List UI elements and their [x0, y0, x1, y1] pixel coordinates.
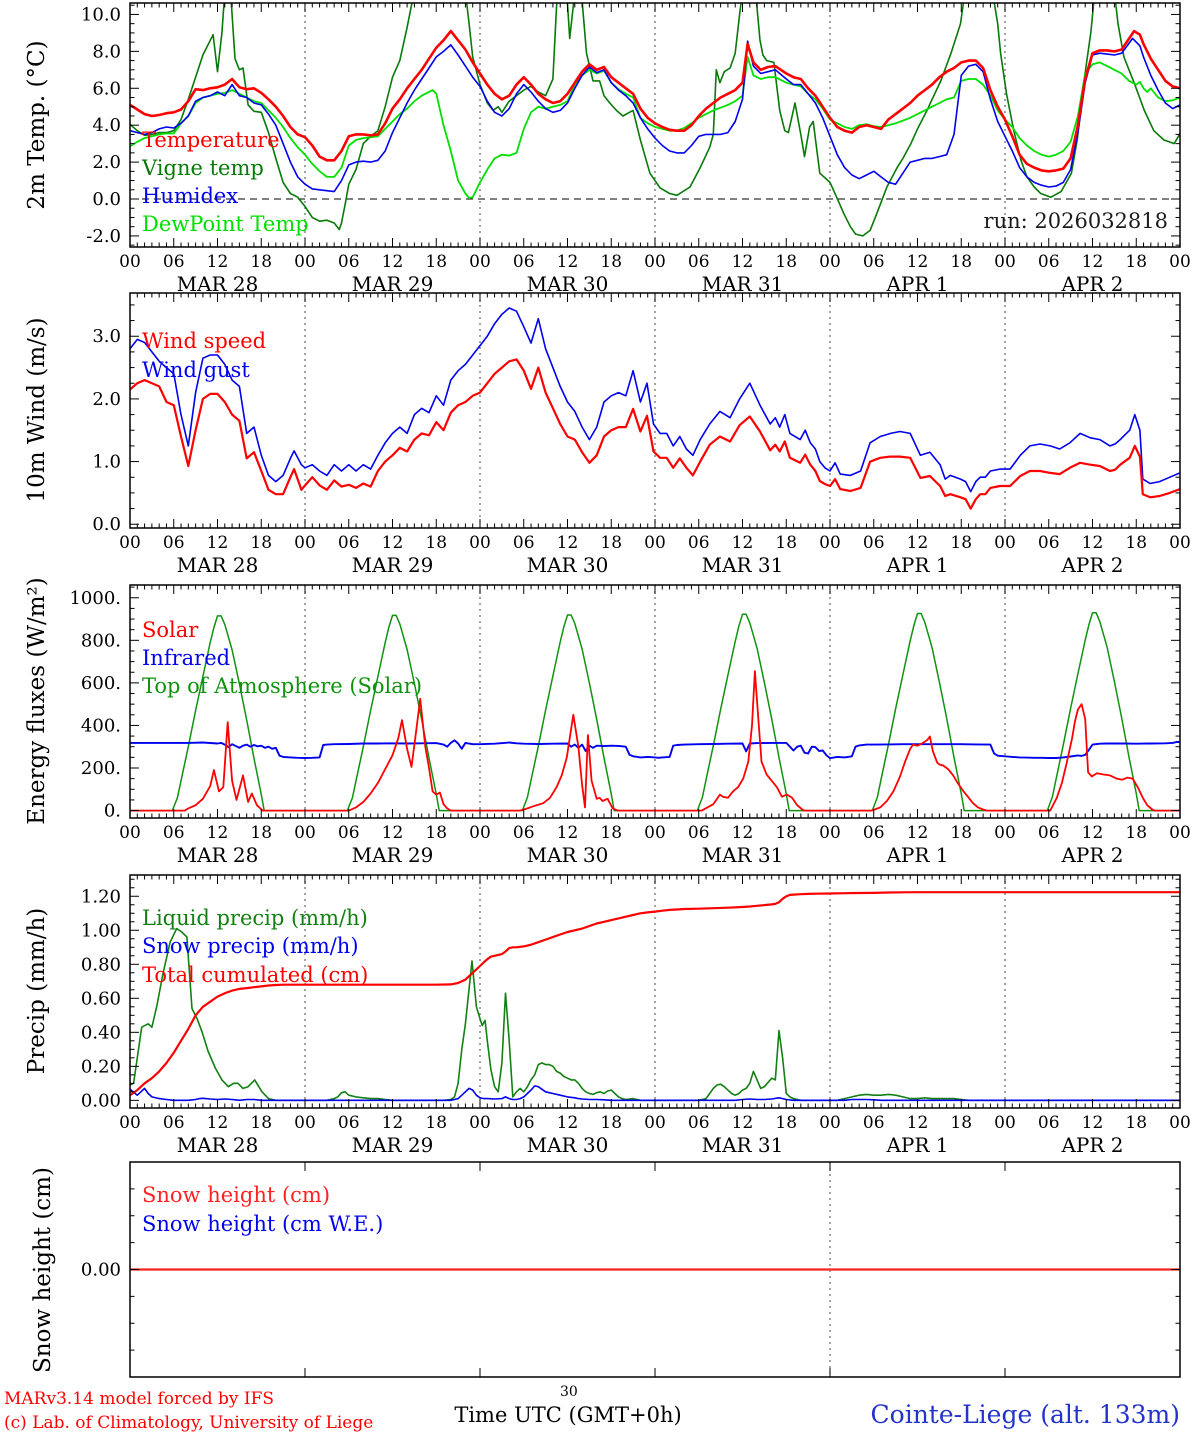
y-tick-label: 3.0	[92, 326, 121, 348]
day-label: MAR 28	[176, 1133, 259, 1157]
x-tick-label: 00	[294, 252, 316, 272]
y-tick-label: 4.0	[92, 115, 121, 137]
day-label: MAR 30	[526, 1133, 609, 1157]
x-tick-label: 18	[600, 533, 623, 553]
x-tick-label: 12	[731, 1113, 754, 1133]
x-tick-label: 06	[512, 1113, 535, 1133]
x-tick-label: 06	[1037, 1113, 1060, 1133]
x-tick-label: 18	[425, 823, 448, 843]
x-tick-label: 12	[731, 533, 754, 553]
y-tick-label: 1000.	[69, 587, 121, 609]
day-label: MAR 31	[701, 843, 784, 867]
legend-dewpoint-temp: DewPoint Temp	[142, 212, 309, 236]
x-tick-label: 12	[1081, 533, 1104, 553]
y-tick-label: 0.80	[80, 954, 121, 976]
x-tick-label: 18	[250, 1113, 273, 1133]
x-tick-label: 18	[1125, 252, 1148, 272]
x-tick-label: 06	[687, 823, 710, 843]
x-tick-label: 12	[1081, 252, 1104, 272]
legend-snow-precip-mm-h-: Snow precip (mm/h)	[142, 934, 359, 958]
y-axis-title-wind: 10m Wind (m/s)	[24, 317, 50, 503]
x-tick-label: 12	[206, 1113, 229, 1133]
day-label: MAR 29	[351, 272, 434, 296]
x-tick-label: 12	[206, 533, 229, 553]
x-tick-label: 00	[469, 823, 491, 843]
x-tick-label: 00	[644, 533, 666, 553]
x-tick-label: 12	[906, 1113, 929, 1133]
run-label: run: 2026032818	[983, 209, 1168, 233]
y-axis-title-energy: Energy fluxes (W/m²)	[24, 577, 50, 825]
x-tick-label: 06	[512, 823, 535, 843]
x-tick-label: 12	[556, 252, 579, 272]
x-tick-label: 00	[1169, 1113, 1191, 1133]
y-tick-label: 0.40	[80, 1022, 121, 1044]
x-tick-label: 06	[862, 252, 885, 272]
x-tick-label: 06	[1037, 533, 1060, 553]
x-tick-label: 18	[600, 1113, 623, 1133]
y-tick-label: 1.20	[80, 886, 121, 908]
x-tick-label: 00	[644, 1113, 666, 1133]
y-tick-label: 800.	[80, 630, 121, 652]
x-tick-label: 18	[1125, 823, 1148, 843]
y-tick-label: 1.00	[80, 920, 121, 942]
x-tick-label: 06	[337, 252, 360, 272]
y-tick-label: 10.0	[80, 4, 121, 26]
day-label: MAR 28	[176, 272, 259, 296]
legend-temperature: Temperature	[142, 128, 280, 152]
legend-vigne-temp: Vigne temp	[142, 156, 264, 180]
x-tick-label: 00	[819, 823, 841, 843]
x-tick-label: 18	[775, 252, 798, 272]
y-tick-label: 8.0	[92, 41, 121, 63]
x-tick-label: 00	[644, 823, 666, 843]
x-tick-label: 12	[206, 252, 229, 272]
x-tick-label: 12	[556, 533, 579, 553]
x-tick-label: 06	[337, 533, 360, 553]
x-tick-label: 18	[250, 252, 273, 272]
footer-lab-credit: (c) Lab. of Climatology, University of Liege	[4, 1413, 374, 1433]
y-tick-label: -2.0	[86, 225, 121, 247]
x-tick-label: 06	[162, 1113, 185, 1133]
x-tick-label: 06	[687, 1113, 710, 1133]
x-tick-label: 12	[731, 252, 754, 272]
y-axis-title-precip: Precip (mm/h)	[24, 907, 50, 1075]
legend-solar: Solar	[142, 618, 199, 642]
x-tick-label: 06	[162, 823, 185, 843]
x-tick-label: 00	[469, 252, 491, 272]
y-tick-label: 400.	[80, 715, 121, 737]
y-axis-title-temperature: 2m Temp. (°C)	[24, 40, 50, 210]
day-label: MAR 30	[526, 843, 609, 867]
x-tick-label: 06	[162, 252, 185, 272]
y-tick-label: 600.	[80, 672, 121, 694]
x-tick-label: 12	[1081, 823, 1104, 843]
x-tick-label: 18	[1125, 533, 1148, 553]
day-label: MAR 31	[701, 553, 784, 577]
x-tick-label: 18	[250, 533, 273, 553]
day-label: MAR 28	[176, 843, 259, 867]
day-label: APR 2	[1061, 843, 1124, 867]
x-tick-label: 12	[381, 823, 404, 843]
x-tick-label: 18	[425, 533, 448, 553]
day-label: MAR 31	[701, 1133, 784, 1157]
y-tick-label: 0.00	[80, 1090, 121, 1112]
day-label: APR 2	[1061, 1133, 1124, 1157]
generated-chart-content	[69, 0, 1190, 1377]
x-tick-label: 12	[556, 823, 579, 843]
legend-total-cumulated-cm-: Total cumulated (cm)	[142, 963, 369, 987]
x-tick-label: 06	[687, 252, 710, 272]
x-tick-label: 00	[119, 252, 141, 272]
x-tick-label: 00	[1169, 823, 1191, 843]
x-tick-label: 00	[994, 823, 1016, 843]
x-tick-label: 18	[250, 823, 273, 843]
x-tick-label: 12	[556, 1113, 579, 1133]
x-tick-label: 12	[381, 252, 404, 272]
x-tick-label: 12	[906, 252, 929, 272]
x-tick-label: 00	[119, 1113, 141, 1133]
x-tick-label: 06	[687, 533, 710, 553]
day-label: APR 1	[886, 272, 949, 296]
x-tick-label: 06	[337, 823, 360, 843]
x-axis-superscript: 30	[560, 1384, 578, 1400]
series-dewpoint-temp	[130, 57, 1180, 198]
x-tick-label: 18	[775, 533, 798, 553]
x-tick-label: 00	[994, 1113, 1016, 1133]
x-tick-label: 00	[1169, 533, 1191, 553]
station-label: Cointe-Liege (alt. 133m)	[870, 1400, 1180, 1429]
y-tick-label: 2.0	[92, 152, 121, 174]
x-tick-label: 00	[119, 533, 141, 553]
x-tick-label: 06	[862, 823, 885, 843]
x-tick-label: 12	[731, 823, 754, 843]
y-tick-label: 0.	[103, 800, 121, 822]
day-label: MAR 28	[176, 553, 259, 577]
x-tick-label: 12	[206, 823, 229, 843]
x-tick-label: 12	[906, 823, 929, 843]
x-tick-label: 00	[644, 252, 666, 272]
x-tick-label: 00	[994, 533, 1016, 553]
x-tick-label: 06	[862, 1113, 885, 1133]
x-tick-label: 06	[1037, 252, 1060, 272]
x-tick-label: 00	[469, 1113, 491, 1133]
day-label: MAR 30	[526, 272, 609, 296]
x-axis-title: Time UTC (GMT+0h)	[454, 1403, 682, 1427]
x-tick-label: 06	[512, 533, 535, 553]
x-tick-label: 00	[819, 1113, 841, 1133]
y-tick-label: 0.60	[80, 988, 121, 1010]
x-tick-label: 00	[294, 533, 316, 553]
x-tick-label: 12	[906, 533, 929, 553]
legend-top-of-atmosphere-solar-: Top of Atmosphere (Solar)	[142, 674, 423, 698]
x-tick-label: 18	[950, 823, 973, 843]
y-tick-label: 200.	[80, 757, 121, 779]
x-tick-label: 00	[469, 533, 491, 553]
y-tick-label: 0.0	[92, 514, 121, 536]
legend-infrared: Infrared	[142, 646, 231, 670]
x-tick-label: 18	[950, 1113, 973, 1133]
day-label: MAR 31	[701, 272, 784, 296]
x-tick-label: 00	[119, 823, 141, 843]
x-tick-label: 18	[775, 1113, 798, 1133]
x-tick-label: 18	[425, 252, 448, 272]
legend-liquid-precip-mm-h-: Liquid precip (mm/h)	[142, 906, 368, 930]
x-tick-label: 12	[381, 1113, 404, 1133]
x-tick-label: 00	[294, 1113, 316, 1133]
day-label: MAR 29	[351, 1133, 434, 1157]
legend-humidex: Humidex	[142, 184, 239, 208]
x-tick-label: 18	[950, 252, 973, 272]
day-label: APR 2	[1061, 553, 1124, 577]
y-tick-label: 0.00	[80, 1259, 121, 1281]
legend-wind-speed: Wind speed	[142, 329, 267, 353]
x-tick-label: 06	[862, 533, 885, 553]
y-tick-label: 2.0	[92, 388, 121, 410]
y-tick-label: 1.0	[92, 451, 121, 473]
day-label: MAR 29	[351, 843, 434, 867]
day-label: MAR 29	[351, 553, 434, 577]
x-tick-label: 00	[1169, 252, 1191, 272]
day-label: APR 1	[886, 1133, 949, 1157]
y-axis-title-snow: Snow height (cm)	[30, 1167, 56, 1373]
y-tick-label: 6.0	[92, 78, 121, 100]
y-tick-label: 0.0	[92, 189, 121, 211]
day-label: MAR 30	[526, 553, 609, 577]
x-tick-label: 00	[819, 252, 841, 272]
x-tick-label: 18	[600, 252, 623, 272]
footer-model-credit: MARv3.14 model forced by IFS	[4, 1389, 275, 1409]
day-label: APR 2	[1061, 272, 1124, 296]
day-label: APR 1	[886, 843, 949, 867]
x-tick-label: 18	[775, 823, 798, 843]
y-tick-label: 0.20	[80, 1056, 121, 1078]
x-tick-label: 06	[162, 533, 185, 553]
x-tick-label: 18	[425, 1113, 448, 1133]
x-tick-label: 00	[994, 252, 1016, 272]
x-tick-label: 12	[381, 533, 404, 553]
day-label: APR 1	[886, 553, 949, 577]
x-tick-label: 06	[337, 1113, 360, 1133]
x-tick-label: 18	[1125, 1113, 1148, 1133]
x-tick-label: 00	[819, 533, 841, 553]
x-tick-label: 06	[512, 252, 535, 272]
legend-snow-height-cm-: Snow height (cm)	[142, 1183, 331, 1207]
legend-snow-height-cm-w-e-: Snow height (cm W.E.)	[142, 1212, 384, 1236]
legend-wind-gust: Wind gust	[142, 358, 250, 382]
x-tick-label: 00	[294, 823, 316, 843]
x-tick-label: 18	[600, 823, 623, 843]
series-humidex	[130, 38, 1180, 191]
x-tick-label: 06	[1037, 823, 1060, 843]
x-tick-label: 18	[950, 533, 973, 553]
x-tick-label: 12	[1081, 1113, 1104, 1133]
